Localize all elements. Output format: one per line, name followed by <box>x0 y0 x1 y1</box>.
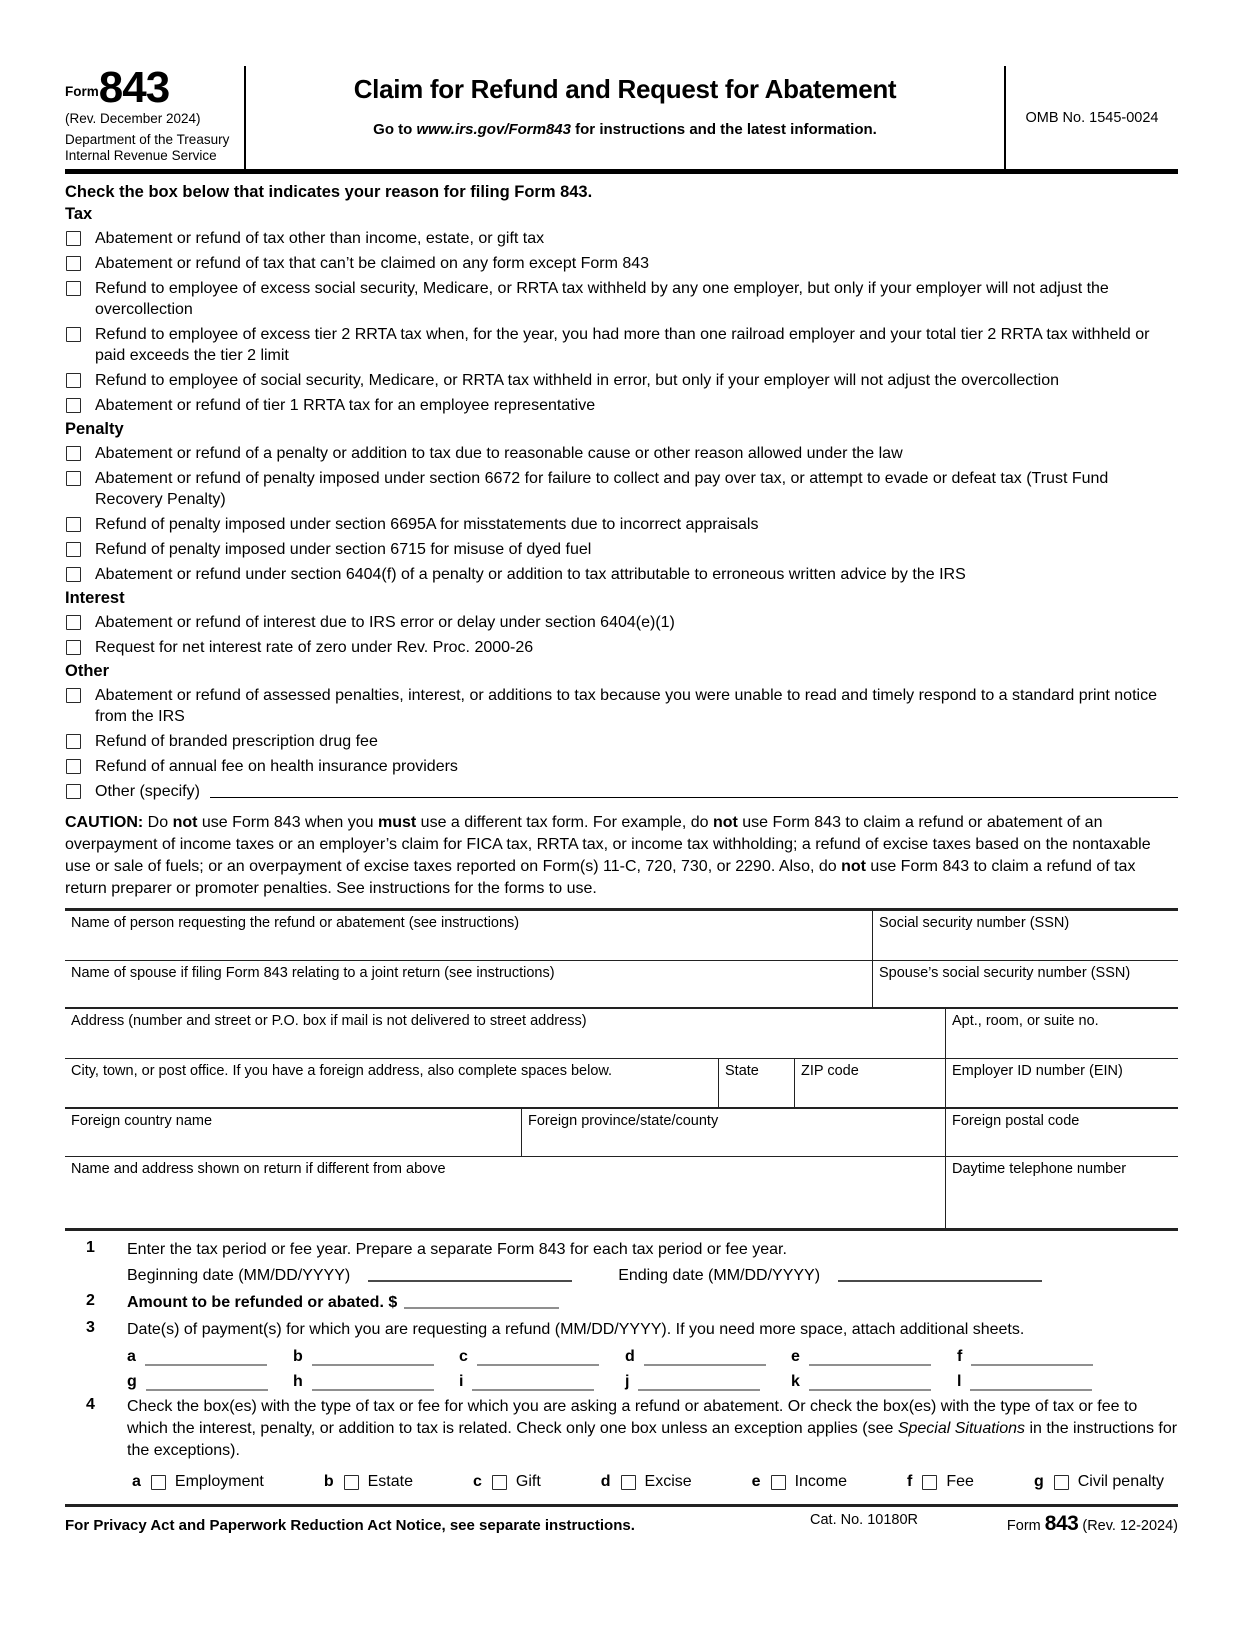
tax-type-letter: c <box>472 1473 482 1491</box>
reason-checkbox-item <box>65 443 1178 464</box>
phone-label: Daytime telephone number <box>952 1161 1127 1178</box>
name-person-cell[interactable] <box>65 911 873 960</box>
reason-item-label: Abatement or refund under section 6404(f) of a penalty or addition to tax attributable to erroneous written advice by the IRS <box>95 566 966 584</box>
name-spouse-label: Name of spouse if filing Form 843 relating to a joint return (see instructions) <box>71 965 555 982</box>
checkbox-icon[interactable] <box>151 1475 166 1490</box>
line-4 <box>65 1396 1178 1493</box>
tax-type-item <box>132 1471 264 1493</box>
foreign-postal-cell[interactable] <box>946 1109 1178 1156</box>
line-3 <box>65 1319 1178 1391</box>
payment-letter: h <box>293 1373 303 1391</box>
city-label: City, town, or post office. If you have a foreign address, also complete spaces below. <box>71 1063 613 1080</box>
payment-date-input[interactable] <box>970 1376 1092 1391</box>
reason-item-label: Abatement or refund of tax other than income, estate, or gift tax <box>95 230 545 248</box>
foreign-province-cell[interactable] <box>522 1109 946 1156</box>
payment-date-input[interactable] <box>644 1351 766 1366</box>
reason-item-label: Abatement or refund of penalty imposed under section 6672 for failure to collect and pay over tax, or attempt to evade or defeat tax (Trust Fund Recovery Penalty) <box>95 470 1109 509</box>
other-specify-input[interactable] <box>210 781 1178 798</box>
checkbox-icon[interactable] <box>621 1475 636 1490</box>
page-footer <box>65 1504 1178 1536</box>
revision-line: (Rev. December 2024) <box>65 110 201 126</box>
text-segment: in the instructions for the exceptions). <box>127 1420 1178 1460</box>
line-2 <box>65 1292 1178 1314</box>
form-header <box>65 63 1178 174</box>
form-title-block <box>246 66 1006 169</box>
payment-date-slot <box>127 1348 293 1366</box>
checkbox-icon[interactable] <box>66 256 81 271</box>
payment-letter: b <box>293 1348 303 1366</box>
catalog-number: Cat. No. 10180R <box>810 1512 919 1529</box>
line-3-number: 3 <box>86 1319 95 1337</box>
form-number-line <box>65 63 236 112</box>
footer-form-word: Form <box>1006 1518 1041 1535</box>
payment-date-input[interactable] <box>145 1351 267 1366</box>
payment-letter: e <box>791 1348 800 1366</box>
text-segment: Check the box(es) with the type of tax or fee for which you are asking a refund or abatement. Or check the box(es) with the type of tax or fee to which the interest, penalty, or addition to tax is related. Check only one box unless an exception applies (see <box>127 1398 1138 1438</box>
payment-letter: j <box>625 1373 630 1391</box>
tax-type-label: Income <box>794 1473 848 1491</box>
line-1-text: Enter the tax period or fee year. Prepare a separate Form 843 for each tax period or fee year. <box>127 1241 787 1259</box>
checkbox-icon[interactable] <box>66 567 81 582</box>
footer-revision: (Rev. 12-2024) <box>1082 1518 1178 1535</box>
text-segment: use Form 843 to claim a refund or abatement of an overpayment of income taxes or an employer’s claim for FICA tax, RRTA tax, or income tax withholding; a refund of excise taxes based on the nontaxable use or sale of fuels; or an overpayment of excise taxes reported on Form(s) 11-C, 720, 730, or 2290. Also, do <box>65 814 1151 876</box>
form-subtitle <box>256 121 994 138</box>
checkbox-icon[interactable] <box>66 759 81 774</box>
payment-dates-row-2 <box>127 1373 1178 1391</box>
reason-item-label: Request for net interest rate of zero under Rev. Proc. 2000-26 <box>95 639 534 657</box>
payment-letter: k <box>791 1373 800 1391</box>
omb-block <box>1006 66 1178 169</box>
payment-date-slot <box>459 1348 625 1366</box>
tax-type-label: Estate <box>367 1473 413 1491</box>
payment-date-input[interactable] <box>809 1351 931 1366</box>
footer-form-id <box>1007 1512 1178 1536</box>
foreign-province-label: Foreign province/state/county <box>528 1113 719 1130</box>
payment-letter: i <box>459 1373 464 1391</box>
text-segment: not <box>172 814 198 832</box>
payment-letter: a <box>127 1348 136 1366</box>
payment-date-slot <box>791 1373 957 1391</box>
reason-groups <box>65 205 1178 802</box>
city-cell[interactable] <box>65 1059 719 1107</box>
ein-label: Employer ID number (EIN) <box>952 1063 1123 1080</box>
tax-type-item <box>324 1471 413 1493</box>
name-on-return-label: Name and address shown on return if different from above <box>71 1161 446 1178</box>
checkbox-icon[interactable] <box>922 1475 937 1490</box>
payment-date-slot <box>293 1348 459 1366</box>
reason-checkbox-item <box>65 395 1178 416</box>
checkbox-icon[interactable] <box>1054 1475 1069 1490</box>
agency-line-1: Department of the Treasury <box>65 131 230 147</box>
table-row <box>65 1009 1178 1059</box>
text-segment: use a different tax form. For example, do <box>416 814 713 832</box>
foreign-postal-label: Foreign postal code <box>952 1113 1080 1130</box>
checkbox-icon[interactable] <box>66 471 81 486</box>
payment-letter: d <box>625 1348 635 1366</box>
zip-label: ZIP code <box>801 1063 859 1080</box>
reason-checkbox-item <box>65 685 1178 727</box>
payment-date-input[interactable] <box>638 1376 760 1391</box>
agency-block <box>65 132 236 166</box>
tax-type-label: Employment <box>174 1473 264 1491</box>
reason-checkbox-item <box>65 539 1178 560</box>
info-table <box>65 908 1178 1231</box>
payment-dates-row-1 <box>127 1348 1178 1366</box>
reason-group-label: Other <box>65 662 110 681</box>
reason-item-label: Refund to employee of excess social security, Medicare, or RRTA tax withheld by any one employer, but only if your employer will not adjust the overcollection <box>95 280 1109 319</box>
reason-checkbox-item <box>65 253 1178 274</box>
reason-group-label: Penalty <box>65 420 124 439</box>
footer-form-number: 843 <box>1044 1512 1079 1536</box>
name-spouse-cell[interactable] <box>65 961 873 1007</box>
payment-letter: f <box>957 1348 963 1366</box>
address-cell[interactable] <box>65 1009 946 1058</box>
reason-item-label: Abatement or refund of tax that can’t be claimed on any form except Form 843 <box>95 255 650 273</box>
line-4-number: 4 <box>86 1396 95 1414</box>
table-row <box>65 1109 1178 1157</box>
line-1-number: 1 <box>86 1239 95 1257</box>
text-segment: must <box>377 814 417 832</box>
reason-item-label: Other (specify) <box>95 783 200 801</box>
checkbox-icon[interactable] <box>66 446 81 461</box>
ssn-cell[interactable] <box>873 911 1178 960</box>
reason-checkbox-item <box>65 612 1178 633</box>
payment-date-input[interactable] <box>472 1376 594 1391</box>
payment-date-input[interactable] <box>971 1351 1093 1366</box>
table-row <box>65 1059 1178 1109</box>
tax-type-letter: e <box>751 1473 761 1491</box>
address-label: Address (number and street or P.O. box if mail is not delivered to street address) <box>71 1013 587 1030</box>
payment-date-slot <box>625 1348 791 1366</box>
reason-checkbox-item <box>65 278 1178 320</box>
checkbox-icon[interactable] <box>492 1475 507 1490</box>
phone-cell[interactable] <box>946 1157 1178 1228</box>
apt-label: Apt., room, or suite no. <box>952 1013 1099 1030</box>
table-row <box>65 911 1178 961</box>
reasons-heading: Check the box below that indicates your reason for filing Form 843. <box>65 183 593 202</box>
agency-line-2: Internal Revenue Service <box>65 148 217 164</box>
reason-checkbox-item <box>65 324 1178 366</box>
tax-type-label: Civil penalty <box>1077 1473 1164 1491</box>
line-4-text <box>127 1396 1178 1462</box>
name-on-return-cell[interactable] <box>65 1157 946 1228</box>
reason-checkbox-item <box>65 514 1178 535</box>
tax-type-item <box>473 1471 541 1493</box>
payment-date-slot <box>127 1373 293 1391</box>
tax-type-letter: b <box>323 1473 334 1491</box>
payment-date-input[interactable] <box>477 1351 599 1366</box>
state-cell[interactable] <box>719 1059 795 1107</box>
payment-date-slot <box>791 1348 957 1366</box>
reason-item-label: Abatement or refund of interest due to IRS error or delay under section 6404(e)(1) <box>95 614 675 632</box>
checkbox-icon[interactable] <box>66 327 81 342</box>
reason-checkbox-item <box>65 637 1178 658</box>
checkbox-icon[interactable] <box>66 615 81 630</box>
reason-checkbox-item <box>65 756 1178 777</box>
beginning-date-input[interactable] <box>368 1267 572 1282</box>
tax-type-item <box>752 1471 847 1493</box>
checkbox-icon[interactable] <box>771 1475 786 1490</box>
checkbox-icon[interactable] <box>66 784 81 799</box>
payment-date-input[interactable] <box>146 1376 268 1391</box>
page-title: Claim for Refund and Request for Abatement <box>353 74 897 104</box>
privacy-notice: For Privacy Act and Paperwork Reduction Act Notice, see separate instructions. <box>65 1517 635 1535</box>
checkbox-icon[interactable] <box>66 398 81 413</box>
payment-date-input[interactable] <box>809 1376 931 1391</box>
line-1 <box>65 1239 1178 1287</box>
reason-checkbox-item <box>65 564 1178 585</box>
checkbox-icon[interactable] <box>66 542 81 557</box>
form-id-block <box>65 63 246 169</box>
checkbox-icon[interactable] <box>66 281 81 296</box>
reason-item-label: Refund of penalty imposed under section 6695A for misstatements due to incorrect appraisals <box>95 516 759 534</box>
checkbox-icon[interactable] <box>344 1475 359 1490</box>
reason-item-label: Abatement or refund of assessed penalties, interest, or additions to tax because you were unable to read and timely respond to a standard print notice from the IRS <box>95 687 1157 726</box>
reason-checkbox-item <box>65 370 1178 391</box>
payment-date-slot <box>957 1348 1123 1366</box>
text-segment: CAUTION: <box>65 814 148 832</box>
tax-type-item <box>1034 1471 1164 1493</box>
payment-date-slot <box>293 1373 459 1391</box>
ending-date-input[interactable] <box>838 1267 1042 1282</box>
payment-letter: c <box>459 1348 468 1366</box>
reason-item-label: Refund of penalty imposed under section 6715 for misuse of dyed fuel <box>95 541 592 559</box>
omb-number: OMB No. 1545-0024 <box>1025 109 1159 126</box>
checkbox-icon[interactable] <box>66 231 81 246</box>
reason-checkbox-item <box>65 781 1178 802</box>
text-segment: www.irs.gov/Form843 <box>416 121 571 138</box>
reasons-section <box>65 183 1178 802</box>
ssn-label: Social security number (SSN) <box>879 915 1070 932</box>
reason-checkbox-item <box>65 228 1178 249</box>
line-1-date-row <box>127 1265 1178 1287</box>
foreign-country-cell[interactable] <box>65 1109 522 1156</box>
tax-type-label: Gift <box>515 1473 541 1491</box>
payment-date-slot <box>957 1373 1123 1391</box>
state-label: State <box>725 1063 759 1080</box>
name-person-label: Name of person requesting the refund or abatement (see instructions) <box>71 915 520 932</box>
reason-item-label: Abatement or refund of tier 1 RRTA tax for an employee representative <box>95 397 596 415</box>
table-row <box>65 961 1178 1009</box>
reason-item-label: Refund of branded prescription drug fee <box>95 733 378 751</box>
zip-cell[interactable] <box>795 1059 946 1107</box>
spouse-ssn-cell[interactable] <box>873 961 1178 1007</box>
reason-checkbox-item <box>65 468 1178 510</box>
table-row <box>65 1157 1178 1228</box>
tax-type-letter: d <box>600 1473 611 1491</box>
spouse-ssn-label: Spouse’s social security number (SSN) <box>879 965 1131 982</box>
line4-checkboxes <box>127 1471 1172 1493</box>
form-word: Form <box>65 84 99 99</box>
tax-type-label: Fee <box>946 1473 974 1491</box>
line-2-number: 2 <box>86 1292 95 1310</box>
payment-date-slot <box>459 1373 625 1391</box>
tax-type-item <box>907 1471 974 1493</box>
text-segment: for instructions and the latest information. <box>570 121 877 138</box>
ending-date-label: Ending date (MM/DD/YYYY) <box>618 1267 821 1285</box>
caution-paragraph <box>65 812 1178 900</box>
line-3-text: Date(s) of payment(s) for which you are requesting a refund (MM/DD/YYYY). If you need more space, attach additional sheets. <box>127 1321 1025 1339</box>
text-segment: use Form 843 to claim a refund of tax return preparer or promoter penalties. See instructions for the forms to use. <box>65 858 1136 898</box>
text-segment: use Form 843 when you <box>197 814 378 832</box>
beginning-date-label: Beginning date (MM/DD/YYYY) <box>127 1267 351 1285</box>
amount-input[interactable] <box>404 1294 559 1309</box>
reason-item-label: Abatement or refund of a penalty or addition to tax due to reasonable cause or other reason allowed under the law <box>95 445 903 463</box>
reason-group-label: Interest <box>65 589 125 608</box>
text-segment: Special Situations <box>897 1420 1026 1438</box>
checkbox-icon[interactable] <box>66 517 81 532</box>
tax-type-letter: a <box>132 1473 141 1491</box>
text-segment: Do <box>147 814 173 832</box>
tax-type-letter: f <box>907 1473 913 1491</box>
payment-letter: l <box>957 1373 962 1391</box>
payment-letter: g <box>127 1373 137 1391</box>
reason-checkbox-item <box>65 731 1178 752</box>
apt-cell[interactable] <box>946 1009 1178 1058</box>
text-segment: not <box>712 814 738 832</box>
text-segment: Go to <box>373 121 417 138</box>
payment-date-input[interactable] <box>312 1376 434 1391</box>
payment-date-slot <box>625 1373 791 1391</box>
checkbox-icon[interactable] <box>66 640 81 655</box>
ein-cell[interactable] <box>946 1059 1178 1107</box>
payment-date-input[interactable] <box>312 1351 434 1366</box>
reason-item-label: Refund to employee of social security, Medicare, or RRTA tax withheld in error, but only if your employer will not adjust the overcollection <box>95 372 1060 390</box>
tax-type-label: Excise <box>644 1473 692 1491</box>
form-number: 843 <box>98 63 170 112</box>
reason-item-label: Refund to employee of excess tier 2 RRTA tax when, for the year, you had more than one railroad employer and your total tier 2 RRTA tax withheld or paid exceeds the tier 2 limit <box>95 326 1150 365</box>
reason-group-label: Tax <box>65 205 93 224</box>
checkbox-icon[interactable] <box>66 688 81 703</box>
line-2-text: Amount to be refunded or abated. $ <box>127 1294 398 1312</box>
checkbox-icon[interactable] <box>66 734 81 749</box>
checkbox-icon[interactable] <box>66 373 81 388</box>
tax-type-letter: g <box>1033 1473 1044 1491</box>
foreign-country-label: Foreign country name <box>71 1113 213 1130</box>
reason-item-label: Refund of annual fee on health insurance providers <box>95 758 458 776</box>
lines-section <box>65 1239 1178 1493</box>
tax-type-item <box>601 1471 692 1493</box>
text-segment: not <box>841 858 866 876</box>
